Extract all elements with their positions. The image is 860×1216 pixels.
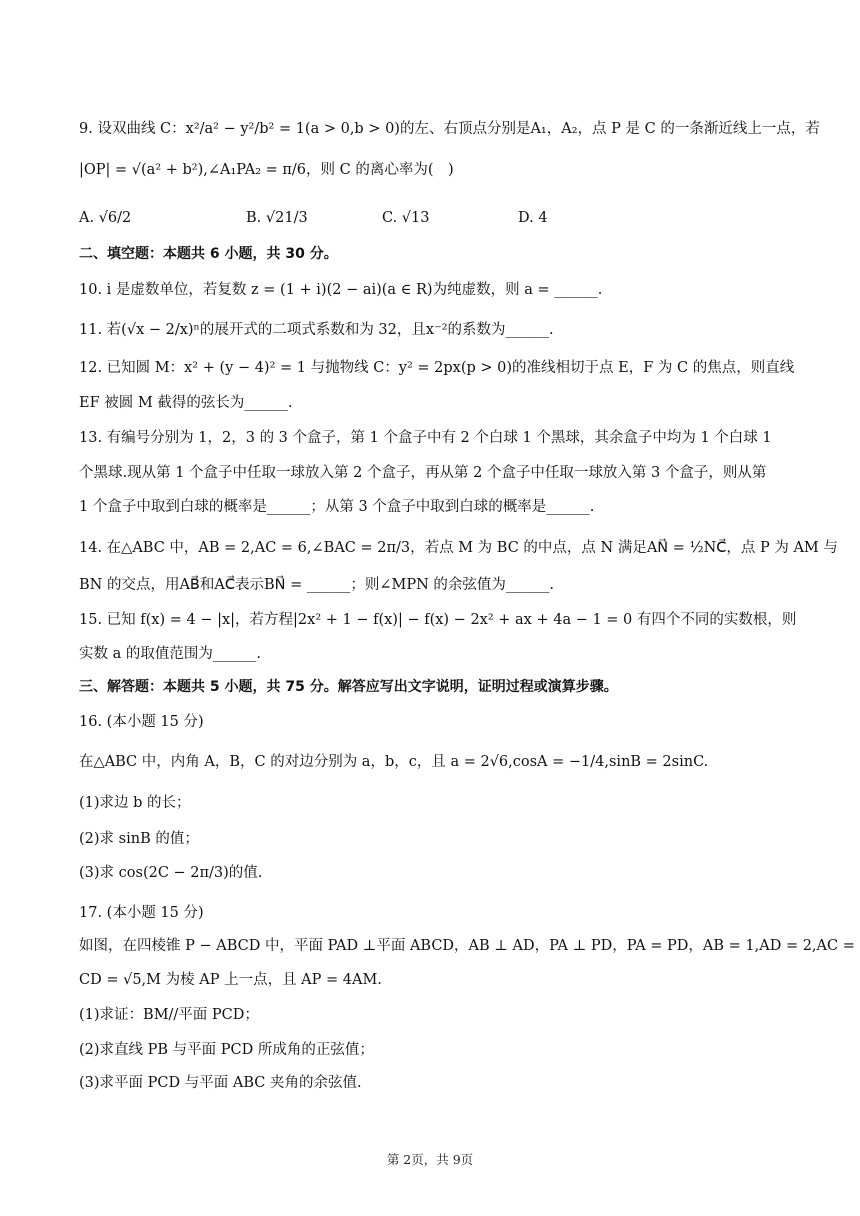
question-15-line-2: 实数 a 的取值范围为______. — [79, 646, 261, 662]
question-12-line-2: EF 被圆 M 截得的弦长为______. — [79, 395, 293, 411]
question-17-part-3: (3)求平面 PCD 与平面 ABC 夹角的余弦值. — [79, 1075, 362, 1091]
question-16-stem: 在△ABC 中，内角 A，B，C 的对边分别为 a，b，c，且 a = 2√6,cosA = −1/4,sinB = 2sinC. — [79, 754, 709, 770]
question-16-part-2: (2)求 sinB 的值； — [79, 831, 199, 847]
option-b: B. √21/3 — [246, 210, 308, 226]
question-13-line-3: 1 个盒子中取到白球的概率是______；从第 3 个盒子中取到白球的概率是______. — [79, 499, 595, 515]
page-footer: 第 2页，共 9页 — [386, 1152, 474, 1167]
section-2-heading: 二、填空题：本题共 6 小题，共 30 分。 — [79, 246, 338, 262]
question-17-header: 17. (本小题 15 分) — [79, 905, 204, 921]
section-3-heading: 三、解答题：本题共 5 小题，共 75 分。解答应写出文字说明，证明过程或演算步骤。 — [79, 679, 618, 695]
question-14-line-2: BN 的交点，用AB⃗和AC⃗表示BN⃗ = ______；则∠MPN 的余弦值为______. — [79, 577, 554, 593]
question-16-header: 16. (本小题 15 分) — [79, 714, 204, 730]
question-12-line-1: 12. 已知圆 M：x² + (y − 4)² = 1 与抛物线 C：y² = 2px(p > 0)的准线相切于点 E，F 为 C 的焦点，则直线 — [79, 360, 795, 376]
question-16-part-1: (1)求边 b 的长； — [79, 795, 191, 811]
question-13-line-1: 13. 有编号分别为 1，2，3 的 3 个盒子，第 1 个盒子中有 2 个白球 1 个黑球，其余盒子中均为 1 个白球 1 — [79, 430, 772, 446]
question-17-stem-line-1: 如图，在四棱锥 P − ABCD 中，平面 PAD ⊥平面 ABCD，AB ⊥ AD，PA ⊥ PD，PA = PD，AB = 1,AD = 2,AC = — [79, 938, 855, 954]
question-9-line-1: 9. 设双曲线 C：x²/a² − y²/b² = 1(a > 0,b > 0)的左、右顶点分别是A₁，A₂，点 P 是 C 的一条渐近线上一点，若 — [79, 121, 820, 137]
option-c: C. √13 — [382, 210, 430, 226]
question-10: 10. i 是虚数单位，若复数 z = (1 + i)(2 − ai)(a ∈ R)为纯虚数，则 a = ______. — [79, 282, 603, 298]
question-16-part-3: (3)求 cos(2C − 2π/3)的值. — [79, 865, 263, 881]
question-17-part-1: (1)求证：BM//平面 PCD； — [79, 1007, 259, 1023]
option-d: D. 4 — [518, 210, 548, 226]
question-15-line-1: 15. 已知 f(x) = 4 − |x|，若方程|2x² + 1 − f(x)| − f(x) − 2x² + ax + 4a − 1 = 0 有四个不同的实数根，则 — [79, 612, 797, 628]
question-13-line-2: 个黑球.现从第 1 个盒子中任取一球放入第 2 个盒子，再从第 2 个盒子中任取一球放入第 3 个盒子，则从第 — [79, 465, 767, 481]
question-9-line-2: |OP| = √(a² + b²),∠A₁PA₂ = π/6，则 C 的离心率为( ) — [79, 162, 454, 178]
option-a: A. √6/2 — [79, 210, 132, 226]
question-17-part-2: (2)求直线 PB 与平面 PCD 所成角的正弦值； — [79, 1042, 374, 1058]
question-17-stem-line-2: CD = √5,M 为棱 AP 上一点，且 AP = 4AM. — [79, 972, 382, 988]
question-11: 11. 若(√x − 2/x)ⁿ的展开式的二项式系数和为 32，且x⁻²的系数为______. — [79, 322, 554, 338]
question-14-line-1: 14. 在△ABC 中，AB = 2,AC = 6,∠BAC = 2π/3，若点 M 为 BC 的中点，点 N 满足AN⃗ = ½NC⃗，点 P 为 AM 与 — [79, 540, 838, 556]
